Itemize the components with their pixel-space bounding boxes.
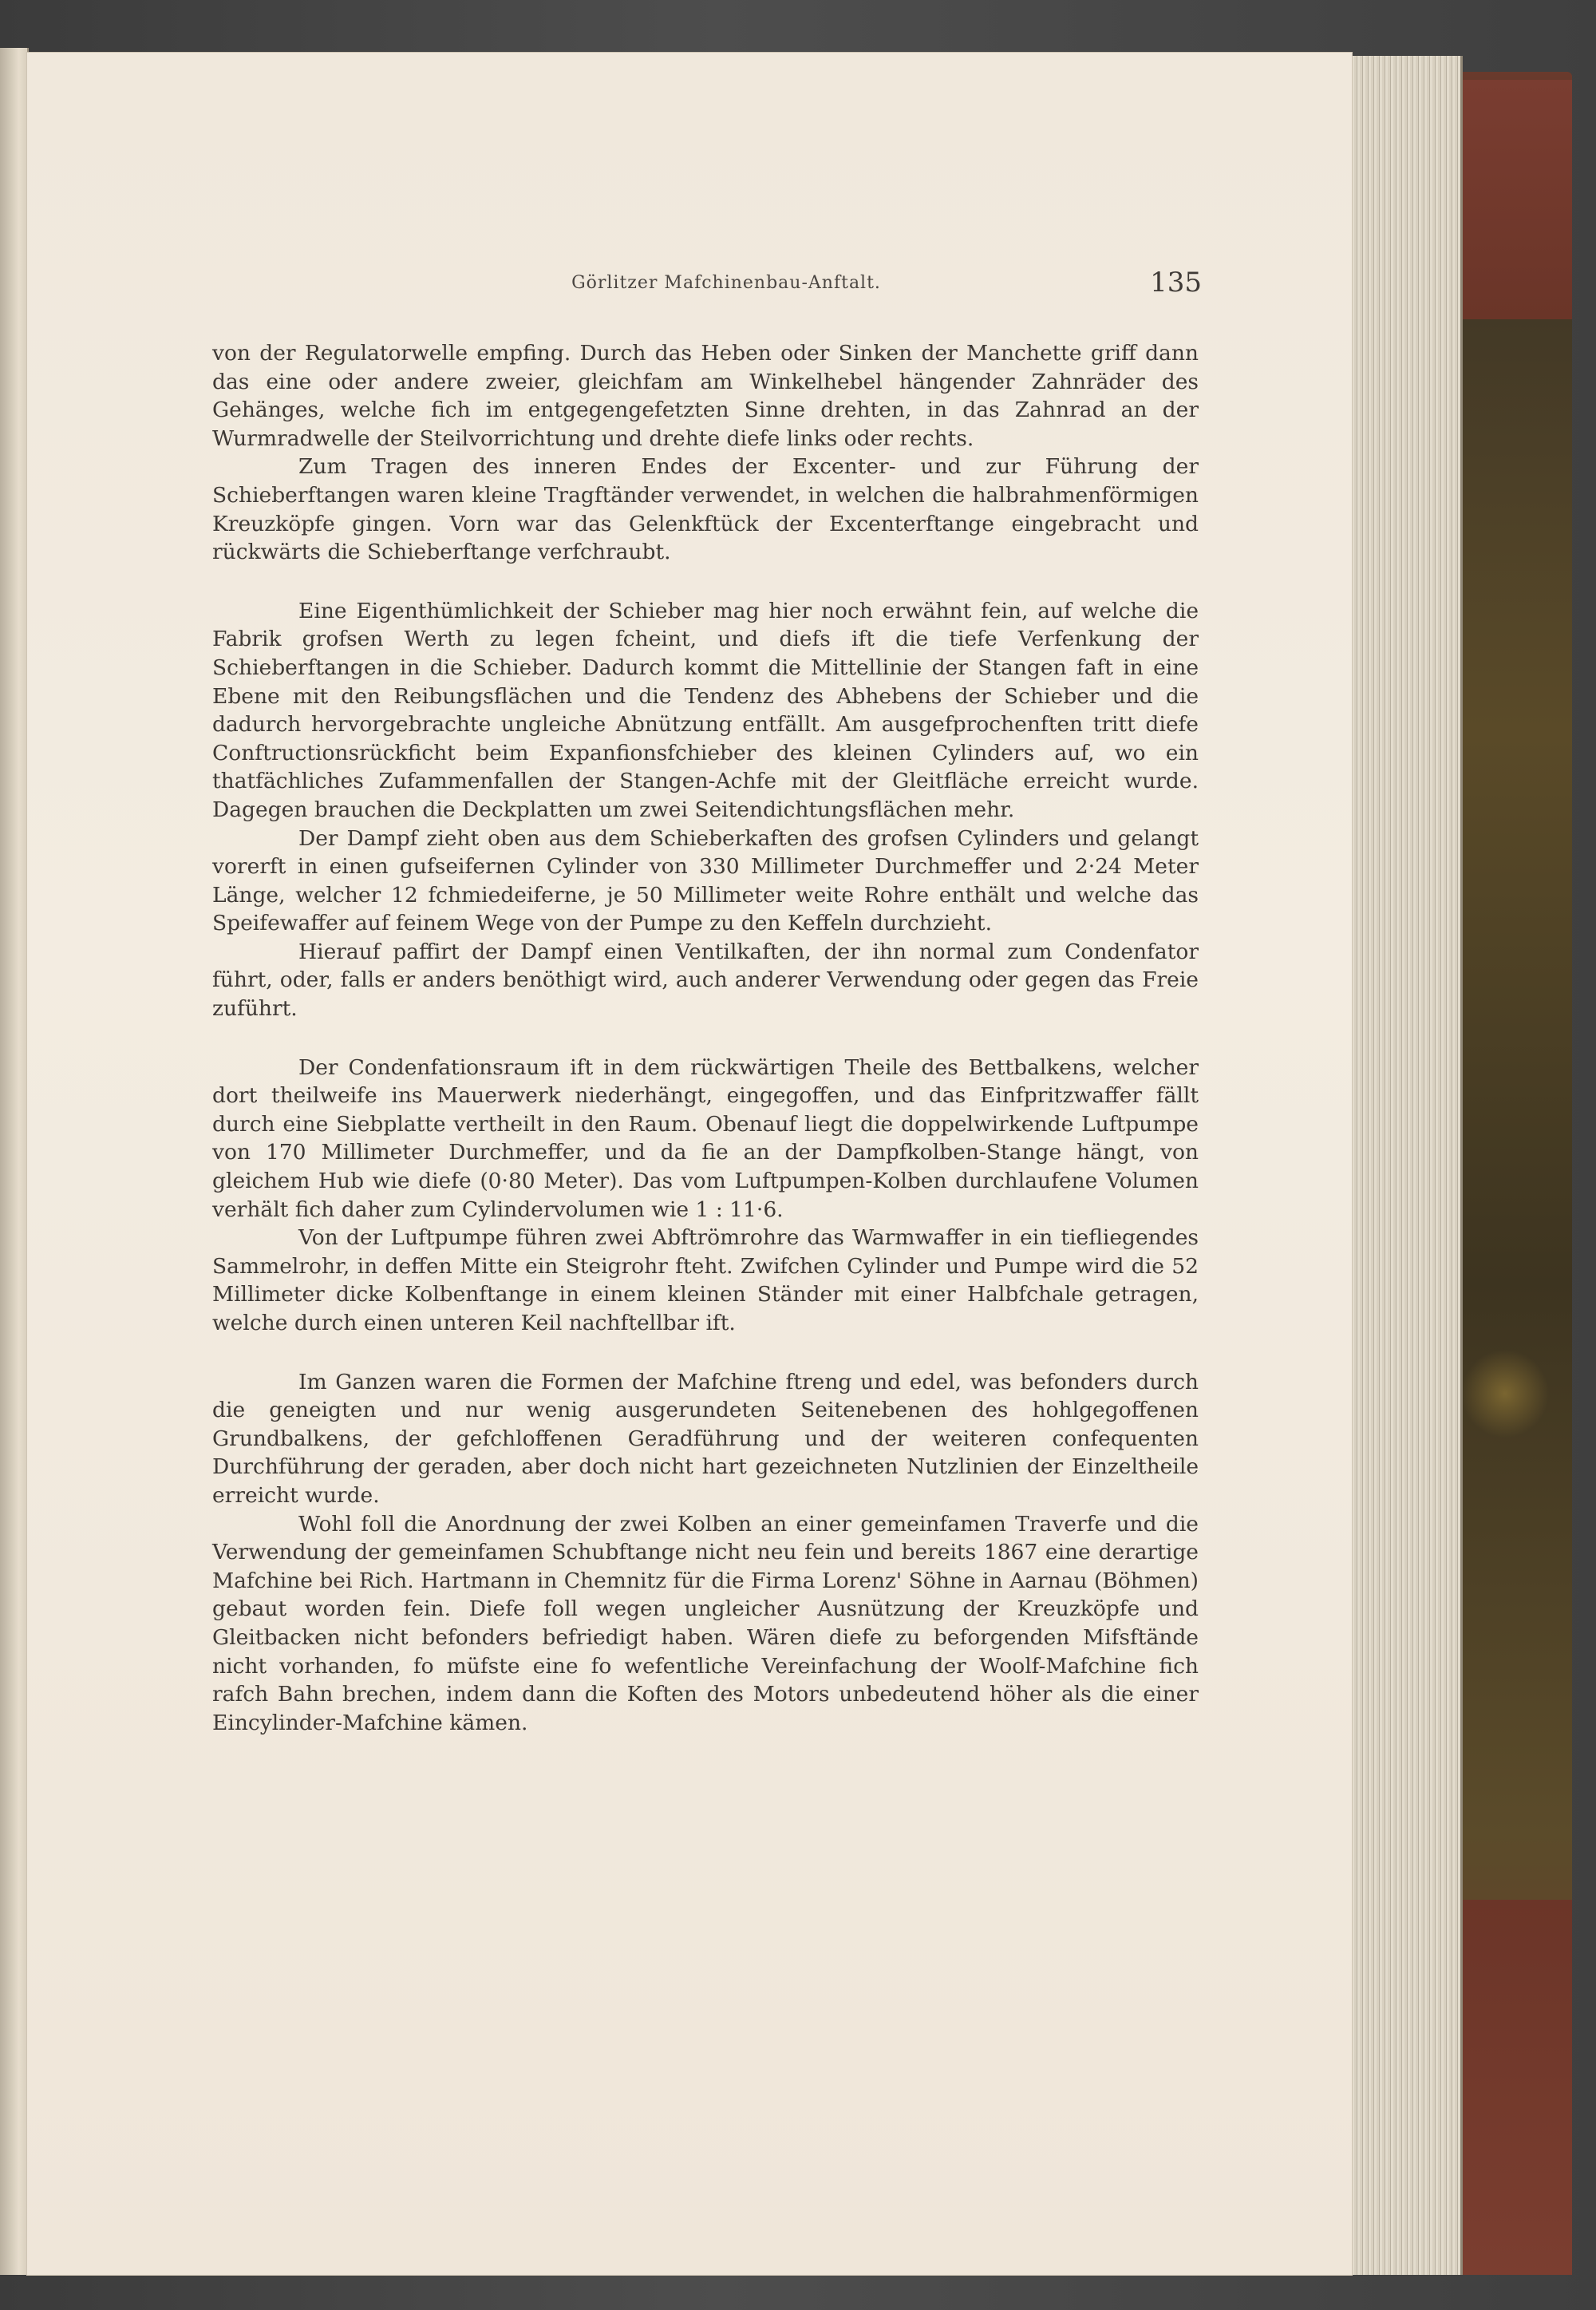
page-block-edges bbox=[1349, 56, 1463, 2275]
running-head: Görlitzer Mafchinenbau-Anftalt. bbox=[571, 273, 881, 293]
paragraph: Zum Tragen des inneren Endes der Excenter- und zur Führung der Schieberftangen waren kleine Tragftänder verwendet, in welchen die halbrahmenförmigen Kreuzköpfe gingen. Vorn war das Gelenkftück der Excenterftange eingebracht und rückwärts die Schieberftange verfchraubt. bbox=[212, 454, 1199, 565]
paragraph: Im Ganzen waren die Formen der Mafchine ftreng und edel, was befonders durch die geneigten und nur wenig ausgerundeten Seitenebenen des hohlgegoffenen Grundbalkens, der gefchloffenen Geradführung und der weiteren confequenten Durchführung der geraden, aber doch nicht hart gezeichneten Nutzlinien der Einzeltheile erreicht wurde. bbox=[212, 1369, 1199, 1508]
page-number: 135 bbox=[1150, 267, 1202, 299]
paragraph: Der Dampf zieht oben aus dem Schieberkaften des grofsen Cylinders und gelangt vorerft in einen gufseifernen Cylinder von 330 Millimeter Durchmeffer und 2·24 Meter Länge, welcher 12 fchmiedeiferne, je 50 Millimeter weite Rohre enthält und welche das Speifewaffer auf feinem Wege von der Pumpe zu den Keffeln durchzieht. bbox=[212, 825, 1199, 936]
paragraph: Wohl foll die Anordnung der zwei Kolben an einer gemeinfamen Traverfe und die Verwendung der gemeinfamen Schubftange nicht neu fein und bereits 1867 eine derartige Mafchine bei Rich. Hartmann in Chemnitz für die Firma Lorenz' Söhne in Aarnau (Böhmen) gebaut worden fein. Diefe foll wegen ungleicher Ausnützung der Kreuzköpfe und Gleitbacken nicht befonders befriedigt haben. Wären diefe zu beforgenden Mifsftände nicht vorhanden, fo müfste eine fo wefentliche Vereinfachung der Woolf-Mafchine fich rafch Bahn brechen, indem dann die Koften des Motors unbedeutend höher als die einer Eincylinder-Mafchine kämen. bbox=[212, 1511, 1199, 1735]
paragraph: Der Condenfationsraum ift in dem rückwärtigen Theile des Bettbalkens, welcher dort theilweife ins Mauerwerk niederhängt, eingegoffen, und das Einfpritzwaffer fällt durch eine Siebplatte vertheilt in den Raum. Obenauf liegt die doppelwirkende Luftpumpe von 170 Millimeter Durchmeffer, und da fie an der Dampfkolben-Stange hängt, von gleichem Hub wie diefe (0·80 Meter). Das vom Luftpumpen-Kolben durchlaufene Volumen verhält fich daher zum Cylindervolumen wie 1 : 11·6. bbox=[212, 1054, 1199, 1222]
facing-page-edge bbox=[0, 48, 29, 2275]
paragraph: Eine Eigenthümlichkeit der Schieber mag hier noch erwähnt fein, auf welche die Fabrik grofsen Werth zu legen fcheint, und diefs ift die tiefe Verfenkung der Schieberftangen in die Schieber. Dadurch kommt die Mittellinie der Stangen faft in eine Ebene mit den Reibungsflächen und die Tendenz des Abhebens der Schieber und die dadurch hervorgebrachte ungleiche Abnützung entfällt. Am ausgefprochenften tritt diefe Conftructionsrückficht beim Expanfionsfchieber des kleinen Cylinders auf, wo ein thatfächliches Zufammenfallen der Stangen-Achfe mit der Gleitfläche erreicht wurde. Dagegen brauchen die Deckplatten um zwei Seitendichtungsflächen mehr. bbox=[212, 598, 1199, 822]
book-cover-corner-top bbox=[1460, 80, 1572, 319]
book-cover-corner-bottom bbox=[1460, 1900, 1572, 2275]
paragraph: Hierauf paffirt der Dampf einen Ventilkaften, der ihn normal zum Condenfator führt, oder, falls er anders benöthigt wird, auch anderer Verwendung oder gegen das Freie zuführt. bbox=[212, 939, 1199, 1022]
paragraph: Von der Luftpumpe führen zwei Abftrömrohre das Warmwaffer in ein tiefliegendes Sammelrohr, in deffen Mitte ein Steigrohr fteht. Zwifchen Cylinder und Pumpe wird die 52 Millimeter dicke Kolbenftange in einem kleinen Ständer mit einer Halbfchale getragen, welche durch einen unteren Keil nachftellbar ift. bbox=[212, 1225, 1199, 1335]
body-text bbox=[212, 339, 1199, 1737]
paragraph: von der Regulatorwelle empfing. Durch das Heben oder Sinken der Manchette griff dann das eine oder andere zweier, gleichfam am Winkelhebel hängender Zahnräder des Gehänges, welche fich im entgegengefetzten Sinne drehten, in das Zahnrad an der Wurmradwelle der Steilvorrichtung und drehte diefe links oder rechts. bbox=[212, 341, 1199, 451]
